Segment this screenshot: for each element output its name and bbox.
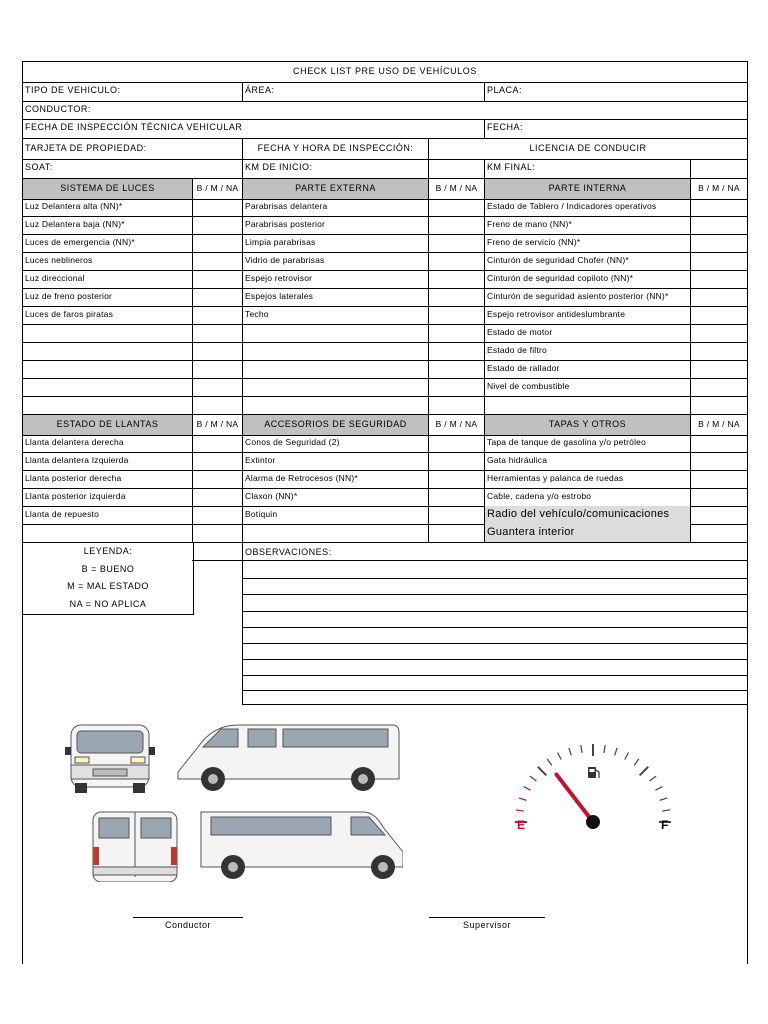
observaciones-line[interactable] <box>242 676 747 691</box>
checklist-item-label: Parabrisas posterior <box>242 216 428 234</box>
table-row <box>23 234 747 253</box>
observaciones-line[interactable] <box>242 579 747 595</box>
checklist-item-label: Parabrisas delantera <box>242 198 428 216</box>
bmna-input-cell[interactable] <box>428 288 484 306</box>
checklist-item-label: Luces de faros piratas <box>25 309 114 319</box>
bmna-input-cell[interactable] <box>428 488 484 506</box>
table-row <box>23 252 747 271</box>
empty-cell <box>242 360 428 378</box>
gauge-tick <box>519 798 527 800</box>
bmna-header: B / M / NA <box>690 415 747 435</box>
checklist-item-label: Extintor <box>242 452 428 470</box>
bmna-input-cell[interactable] <box>690 506 747 524</box>
bmna-input-cell[interactable] <box>192 506 242 524</box>
bmna-input-cell[interactable] <box>690 198 747 216</box>
bmna-input-cell[interactable] <box>192 470 242 488</box>
checklist-item-label: Llanta de repuesto <box>25 509 100 519</box>
observaciones-line[interactable] <box>242 595 747 612</box>
bmna-input-cell[interactable] <box>428 452 484 470</box>
gauge-full-label: F <box>661 818 669 832</box>
bmna-header: B / M / NA <box>192 415 242 435</box>
supervisor-signature-line[interactable] <box>429 917 545 918</box>
checklist-item-label: Claxon (NN)* <box>242 488 428 506</box>
gauge-tick <box>524 787 531 791</box>
conductor-field[interactable]: CONDUCTOR: <box>25 104 91 114</box>
checklist-item-label: Luz Delantera baja (NN)* <box>25 219 125 229</box>
gauge-tick <box>625 753 629 760</box>
row-tarjeta <box>23 138 747 160</box>
checklist-item-label: Estado de Tablero / Indicadores operativos <box>484 198 690 216</box>
bmna-input-cell[interactable] <box>192 234 242 252</box>
gauge-tick <box>634 759 639 765</box>
observaciones-line[interactable] <box>242 644 747 660</box>
gauge-tick <box>640 767 648 775</box>
gauge-tick <box>660 798 668 800</box>
bmna-input-cell[interactable] <box>192 342 242 360</box>
bmna-input-cell[interactable] <box>428 506 484 524</box>
empty-cell <box>23 524 192 542</box>
checklist-item-label: Alarma de Retrocesos (NN)* <box>242 470 428 488</box>
gauge-tick <box>581 745 582 753</box>
fuel-pump-icon <box>588 767 599 778</box>
bmna-input-cell[interactable] <box>690 252 747 270</box>
observaciones-line[interactable] <box>242 612 747 628</box>
empty-cell <box>23 324 192 342</box>
checklist-item-label: Conos de Seguridad (2) <box>242 434 428 452</box>
bmna-input-cell[interactable] <box>690 270 747 288</box>
observaciones-line[interactable] <box>242 660 747 676</box>
bmna-input-cell[interactable] <box>428 378 484 396</box>
bmna-input-cell[interactable] <box>690 342 747 360</box>
km-inicio-value[interactable] <box>428 159 484 178</box>
observaciones-line[interactable] <box>242 691 747 705</box>
checklist-item-label: Luz direccional <box>25 273 85 283</box>
gauge-tick <box>516 810 524 811</box>
checklist-item-label: Herramientas y palanca de ruedas <box>484 470 690 488</box>
bmna-input-cell[interactable] <box>690 488 747 506</box>
area-field[interactable]: ÁREA: <box>242 82 484 101</box>
bmna-input-cell[interactable] <box>690 378 747 396</box>
gauge-tick <box>655 787 662 791</box>
checklist-item-label: Gata hidráulica <box>484 452 690 470</box>
row-inspeccion-tecnica <box>23 119 747 139</box>
checklist-item-label: Estado de rallador <box>484 360 690 378</box>
bmna-input-cell[interactable] <box>428 198 484 216</box>
checklist-sheet <box>22 61 748 964</box>
table-row <box>23 360 747 379</box>
checklist-item-label: Luces de emergencia (NN)* <box>25 237 135 247</box>
bmna-input-cell[interactable] <box>192 288 242 306</box>
fecha-field[interactable]: FECHA: <box>484 119 747 138</box>
gauge-tick <box>547 759 552 765</box>
parte-interna-header: PARTE INTERNA <box>484 179 690 199</box>
van-side-view-left <box>178 725 399 791</box>
table-row <box>23 506 747 525</box>
soat-field[interactable]: SOAT: <box>25 162 53 172</box>
legend-title: LEYENDA: <box>83 546 133 556</box>
checklist-item-label: Radio del vehículo/comunicaciones <box>484 506 690 524</box>
checklist-item-label: Freno de servicio (NN)* <box>484 234 690 252</box>
row-conductor <box>23 101 747 120</box>
km-final-value[interactable] <box>690 159 747 178</box>
conductor-signature-line[interactable] <box>133 917 243 918</box>
bmna-input-cell[interactable] <box>690 470 747 488</box>
estado-llantas-header: ESTADO DE LLANTAS <box>23 415 192 435</box>
observaciones-label: OBSERVACIONES: <box>242 543 747 561</box>
section2-header <box>23 414 747 436</box>
vehicle-diagram <box>63 717 403 882</box>
gauge-tick <box>569 748 571 756</box>
page-title: CHECK LIST PRE USO DE VEHÍCULOS <box>23 62 747 83</box>
checklist-item-label: Nivel de combustible <box>484 378 690 396</box>
van-front-view <box>65 725 155 793</box>
checklist-item-label: Espejo retrovisor antideslumbrante <box>484 306 690 324</box>
bmna-input-cell[interactable] <box>690 434 747 452</box>
bmna-input-cell[interactable] <box>690 452 747 470</box>
table-row <box>23 270 747 289</box>
gauge-tick <box>650 776 656 781</box>
bmna-input-cell[interactable] <box>428 270 484 288</box>
gauge-tick <box>604 745 605 753</box>
table-row <box>23 470 747 489</box>
checklist-item-label: Espejos laterales <box>242 288 428 306</box>
checklist-item-label: Cinturón de seguridad Chofer (NN)* <box>484 252 690 270</box>
empty-cell <box>242 324 428 342</box>
bmna-input-cell[interactable] <box>690 306 747 324</box>
table-row <box>23 452 747 471</box>
gauge-tick <box>538 767 546 775</box>
table-row <box>23 342 747 361</box>
bmna-input-cell[interactable] <box>428 396 484 414</box>
bmna-input-cell[interactable] <box>428 324 484 342</box>
bmna-input-cell[interactable] <box>428 434 484 452</box>
empty-cell <box>484 396 690 414</box>
fecha-hora-inspeccion-field[interactable]: FECHA Y HORA DE INSPECCIÓN: <box>242 138 428 159</box>
bmna-input-cell[interactable] <box>192 396 242 414</box>
legend-box <box>23 543 194 615</box>
table-row <box>23 198 747 217</box>
legend-side-cell <box>192 543 242 561</box>
bmna-input-cell[interactable] <box>690 216 747 234</box>
empty-cell <box>23 396 192 414</box>
table-row <box>23 324 747 343</box>
checklist-item-label: Luces neblineros <box>25 255 93 265</box>
bmna-input-cell[interactable] <box>192 524 242 542</box>
tapas-otros-header: TAPAS Y OTROS <box>484 415 690 435</box>
checklist-item-label: Cable, cadena y/o estrobo <box>484 488 690 506</box>
gauge-tick <box>662 810 670 811</box>
legend-no-aplica: NA = NO APLICA <box>69 598 147 609</box>
empty-cell <box>242 524 428 542</box>
gauge-tick <box>530 776 536 781</box>
checklist-item-label: Llanta delantera Izquierda <box>25 455 129 465</box>
bmna-input-cell[interactable] <box>192 434 242 452</box>
checklist-item-label: Estado de motor <box>484 324 690 342</box>
bmna-input-cell[interactable] <box>192 198 242 216</box>
gauge-ticks <box>515 744 671 822</box>
checklist-item-label: Techo <box>242 306 428 324</box>
gauge-tick <box>615 748 617 756</box>
row-soat <box>23 159 747 179</box>
empty-cell <box>23 342 192 360</box>
table-row <box>23 524 747 543</box>
gauge-needle <box>556 774 593 822</box>
empty-cell <box>242 378 428 396</box>
bmna-input-cell[interactable] <box>192 270 242 288</box>
licencia-conducir-field[interactable]: LICENCIA DE CONDUCIR <box>428 138 747 159</box>
parte-externa-header: PARTE EXTERNA <box>242 179 428 199</box>
sistema-luces-header: SISTEMA DE LUCES <box>23 179 192 199</box>
accesorios-seguridad-header: ACCESORIOS DE SEGURIDAD <box>242 415 428 435</box>
bmna-input-cell[interactable] <box>428 252 484 270</box>
table-row <box>23 306 747 325</box>
km-final-field[interactable]: KM FINAL: <box>484 159 690 178</box>
bmna-input-cell[interactable] <box>192 378 242 396</box>
checklist-item-label: Estado de filtro <box>484 342 690 360</box>
checklist-item-label: Freno de mano (NN)* <box>484 216 690 234</box>
checklist-item-label: Guantera interior <box>484 524 690 542</box>
checklist-item-label: Luz de freno posterior <box>25 291 113 301</box>
checklist-item-label: Luz Delantera alta (NN)* <box>25 201 123 211</box>
bmna-input-cell[interactable] <box>690 288 747 306</box>
bmna-input-cell[interactable] <box>690 396 747 414</box>
gauge-empty-label: E <box>517 818 526 832</box>
checklist-item-label: Espejo retrovisor <box>242 270 428 288</box>
checklist-item-label: Vidrio de parabrisas <box>242 252 428 270</box>
km-inicio-field[interactable]: KM DE INICIO: <box>242 159 428 178</box>
bmna-input-cell[interactable] <box>428 234 484 252</box>
observaciones-line[interactable] <box>242 628 747 644</box>
bmna-input-cell[interactable] <box>192 324 242 342</box>
empty-cell <box>23 360 192 378</box>
checklist-item-label: Llanta delantera derecha <box>25 437 124 447</box>
bmna-input-cell[interactable] <box>690 360 747 378</box>
bmna-input-cell[interactable] <box>192 360 242 378</box>
checklist-item-label: Llanta posterior derecha <box>25 473 122 483</box>
empty-cell <box>242 342 428 360</box>
bmna-input-cell[interactable] <box>192 216 242 234</box>
table-row <box>23 216 747 235</box>
table-row <box>23 378 747 397</box>
table-row <box>23 488 747 507</box>
observaciones-line[interactable] <box>242 561 747 579</box>
bmna-input-cell[interactable] <box>192 252 242 270</box>
bmna-input-cell[interactable] <box>690 524 747 542</box>
bmna-input-cell[interactable] <box>428 216 484 234</box>
checklist-item-label: Cinturón de seguridad copiloto (NN)* <box>484 270 690 288</box>
checklist-item-label: Tapa de tanque de gasolina y/o petróleo <box>484 434 690 452</box>
gauge-hub <box>586 815 600 829</box>
legend-mal-estado: M = MAL ESTADO <box>67 581 149 591</box>
van-rear-view <box>93 812 177 882</box>
bmna-input-cell[interactable] <box>690 234 747 252</box>
legend-bueno: B = BUENO <box>81 563 135 574</box>
tarjeta-propiedad-field[interactable]: TARJETA DE PROPIEDAD: <box>25 143 147 153</box>
bmna-input-cell[interactable] <box>428 306 484 324</box>
bmna-header: B / M / NA <box>690 179 747 199</box>
bmna-header: B / M / NA <box>428 179 484 199</box>
conductor-signature-label: Conductor <box>164 920 212 930</box>
checklist-item-label: Cinturón de seguridad asiento posterior (NN)* <box>484 288 690 306</box>
row-tipo <box>23 82 747 102</box>
bmna-input-cell[interactable] <box>690 324 747 342</box>
bmna-input-cell[interactable] <box>428 360 484 378</box>
fuel-gauge <box>493 722 693 842</box>
checklist-item-label: Limpia parabrisas <box>242 234 428 252</box>
table-row <box>23 396 747 414</box>
checklist-item-label: Botiquin <box>242 506 428 524</box>
supervisor-signature-label: Supervisor <box>462 920 512 930</box>
empty-cell <box>242 396 428 414</box>
bmna-input-cell[interactable] <box>192 452 242 470</box>
bmna-header: B / M / NA <box>428 415 484 435</box>
bmna-input-cell[interactable] <box>192 488 242 506</box>
gauge-tick <box>558 753 562 760</box>
bmna-input-cell[interactable] <box>428 470 484 488</box>
tipo-vehiculo-field[interactable]: TIPO DE VEHICULO: <box>25 85 121 95</box>
placa-field[interactable]: PLACA: <box>484 82 747 101</box>
checklist-item-label: Llanta posterior izquierda <box>25 491 126 501</box>
section1-header <box>23 178 747 200</box>
bmna-input-cell[interactable] <box>428 524 484 542</box>
bmna-input-cell[interactable] <box>428 342 484 360</box>
table-row <box>23 288 747 307</box>
empty-cell <box>23 378 192 396</box>
bmna-header: B / M / NA <box>192 179 242 199</box>
van-side-view-right <box>201 812 403 879</box>
bmna-input-cell[interactable] <box>192 306 242 324</box>
table-row <box>23 434 747 453</box>
fecha-inspeccion-tecnica-field[interactable]: FECHA DE INSPECCIÓN TÉCNICA VEHICULAR <box>25 122 243 132</box>
